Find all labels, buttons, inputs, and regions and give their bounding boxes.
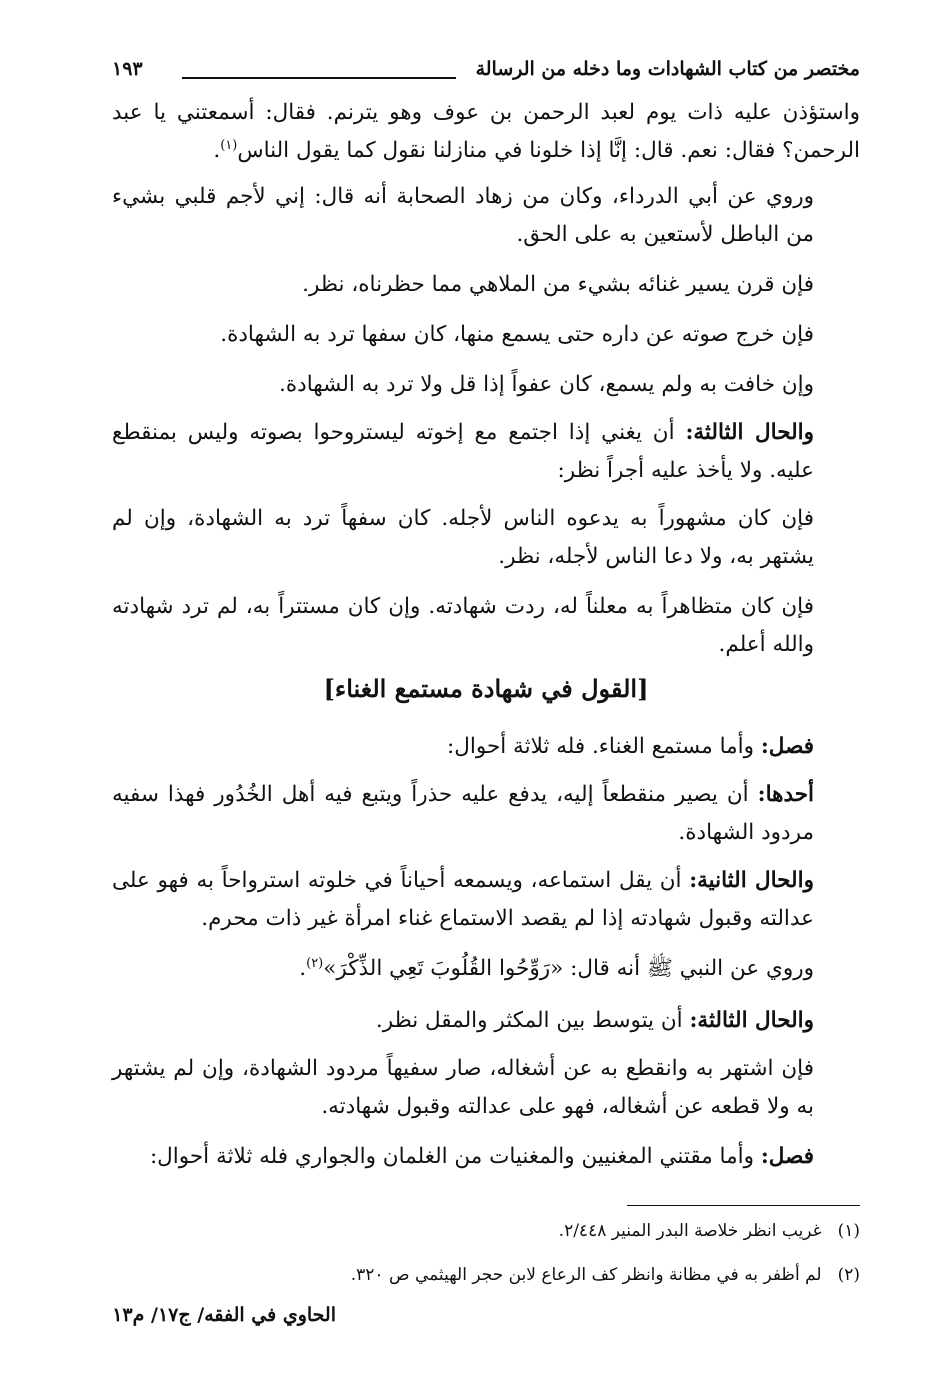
paragraph-lead: فصل: bbox=[760, 1144, 814, 1169]
running-header bbox=[112, 58, 860, 88]
footnote-ref-2: (٢) bbox=[306, 955, 324, 971]
paragraph-9: فصل: وأما مستمع الغناء. فله ثلاثة أحوال: bbox=[447, 734, 814, 759]
paragraph-lead: والحال الثالثة: bbox=[685, 420, 814, 445]
paragraph-lead: والحال الثانية: bbox=[689, 868, 814, 893]
paragraph-2: وروي عن أبي الدرداء، وكان من زهاد الصحابة أنه قال: إني لأجم قلبي بشيء من الباطل لأستعين به على الحق. bbox=[112, 184, 814, 247]
footnote-number: (٢) bbox=[837, 1265, 860, 1285]
paragraph-8: فإن كان متظاهراً به معلناً له، ردت شهادته. وإن كان مستتراً به، لم ترد شهادته والله أعلم. bbox=[112, 594, 814, 657]
paragraph-10: أحدها: أن يصير منقطعاً إليه، يدفع عليه حذراً ويتبع فيه أهل الخُدُور فهذا سفيه مردود الشهادة. bbox=[112, 782, 815, 845]
footnote-2: (٢)لم أظفر به في مظانة وانظر كف الرعاع لابن حجر الهيثمي ص ٣٢٠. bbox=[300, 1262, 860, 1288]
paragraph-lead: والحال الثالثة: bbox=[689, 1008, 814, 1033]
footnote-number: (١) bbox=[837, 1221, 860, 1241]
paragraph-4: فإن خرج صوته عن داره حتى يسمع منها، كان سفها ترد به الشهادة. bbox=[220, 322, 814, 347]
footnote-separator bbox=[627, 1205, 860, 1206]
page-footer: الحاوي في الفقه/ ج١٧/ م١٣ bbox=[112, 1304, 336, 1326]
paragraph-1: واستؤذن عليه ذات يوم لعبد الرحمن بن عوف وهو يترنم. فقال: أسمعتني يا عبد الرحمن؟ فقال: نعم. قال: إنَّا إذا خلونا في منازلنا نقول كما يقول الناس$^{(١)}$. bbox=[112, 100, 860, 163]
paragraph-15: فصل: وأما مقتني المغنيين والمغنيات من الغلمان والجواري فله ثلاثة أحوال: bbox=[149, 1144, 814, 1169]
paragraph-13: والحال الثالثة: أن يتوسط بين المكثر والمقل نظر. bbox=[375, 1008, 814, 1033]
paragraph-lead: فصل: bbox=[760, 734, 814, 759]
paragraph-6: والحال الثالثة: أن يغني إذا اجتمع مع إخوته ليستروحوا بصوته وليس بمنقطع عليه. ولا يأخذ عليه أجراً نظر: bbox=[112, 420, 814, 483]
paragraph-11: والحال الثانية: أن يقل استماعه، ويسمعه أحياناً في خلوته استرواحاً به فهو على عدالته وقبول شهادته إذا لم يقصد الاستماع غناء امرأة غير ذات محرم. bbox=[112, 868, 814, 931]
paragraph-3: فإن قرن يسير غنائه بشيء من الملاهي مما حظرناه، نظر. bbox=[302, 272, 814, 297]
paragraph-12: وروي عن النبي ﷺ أنه قال: «رَوِّحُوا القُلُوبَ تَعِي الذِّكْرَ»$^{(٢)}$. bbox=[299, 955, 814, 981]
footnote-1: (١)غريب انظر خلاصة البدر المنير ٢/٤٤٨. bbox=[300, 1218, 860, 1244]
paragraph-lead: أحدها: bbox=[757, 782, 815, 807]
page-number: ١٩٣ bbox=[112, 58, 143, 80]
paragraph-7: فإن كان مشهوراً به يدعوه الناس لأجله. كان سفهاً ترد به الشهادة، وإن لم يشتهر به، ولا دعا الناس لأجله، نظر. bbox=[112, 506, 814, 569]
header-title: مختصر من كتاب الشهادات وما دخله من الرسالة bbox=[475, 58, 860, 80]
header-rule bbox=[182, 77, 456, 79]
section-heading: [القول في شهادة مستمع الغناء] bbox=[323, 674, 649, 703]
footnote-ref-1: (١) bbox=[220, 137, 238, 153]
paragraph-5: وإن خافت به ولم يسمع، كان عفواً إذا قل ولا ترد به الشهادة. bbox=[279, 372, 814, 397]
paragraph-14: فإن اشتهر به وانقطع به عن أشغاله، صار سفيهاً مردود الشهادة، وإن لم يشتهر به ولا قطعه عن أشغاله، فهو على عدالته وقبول شهادته. bbox=[112, 1056, 814, 1119]
